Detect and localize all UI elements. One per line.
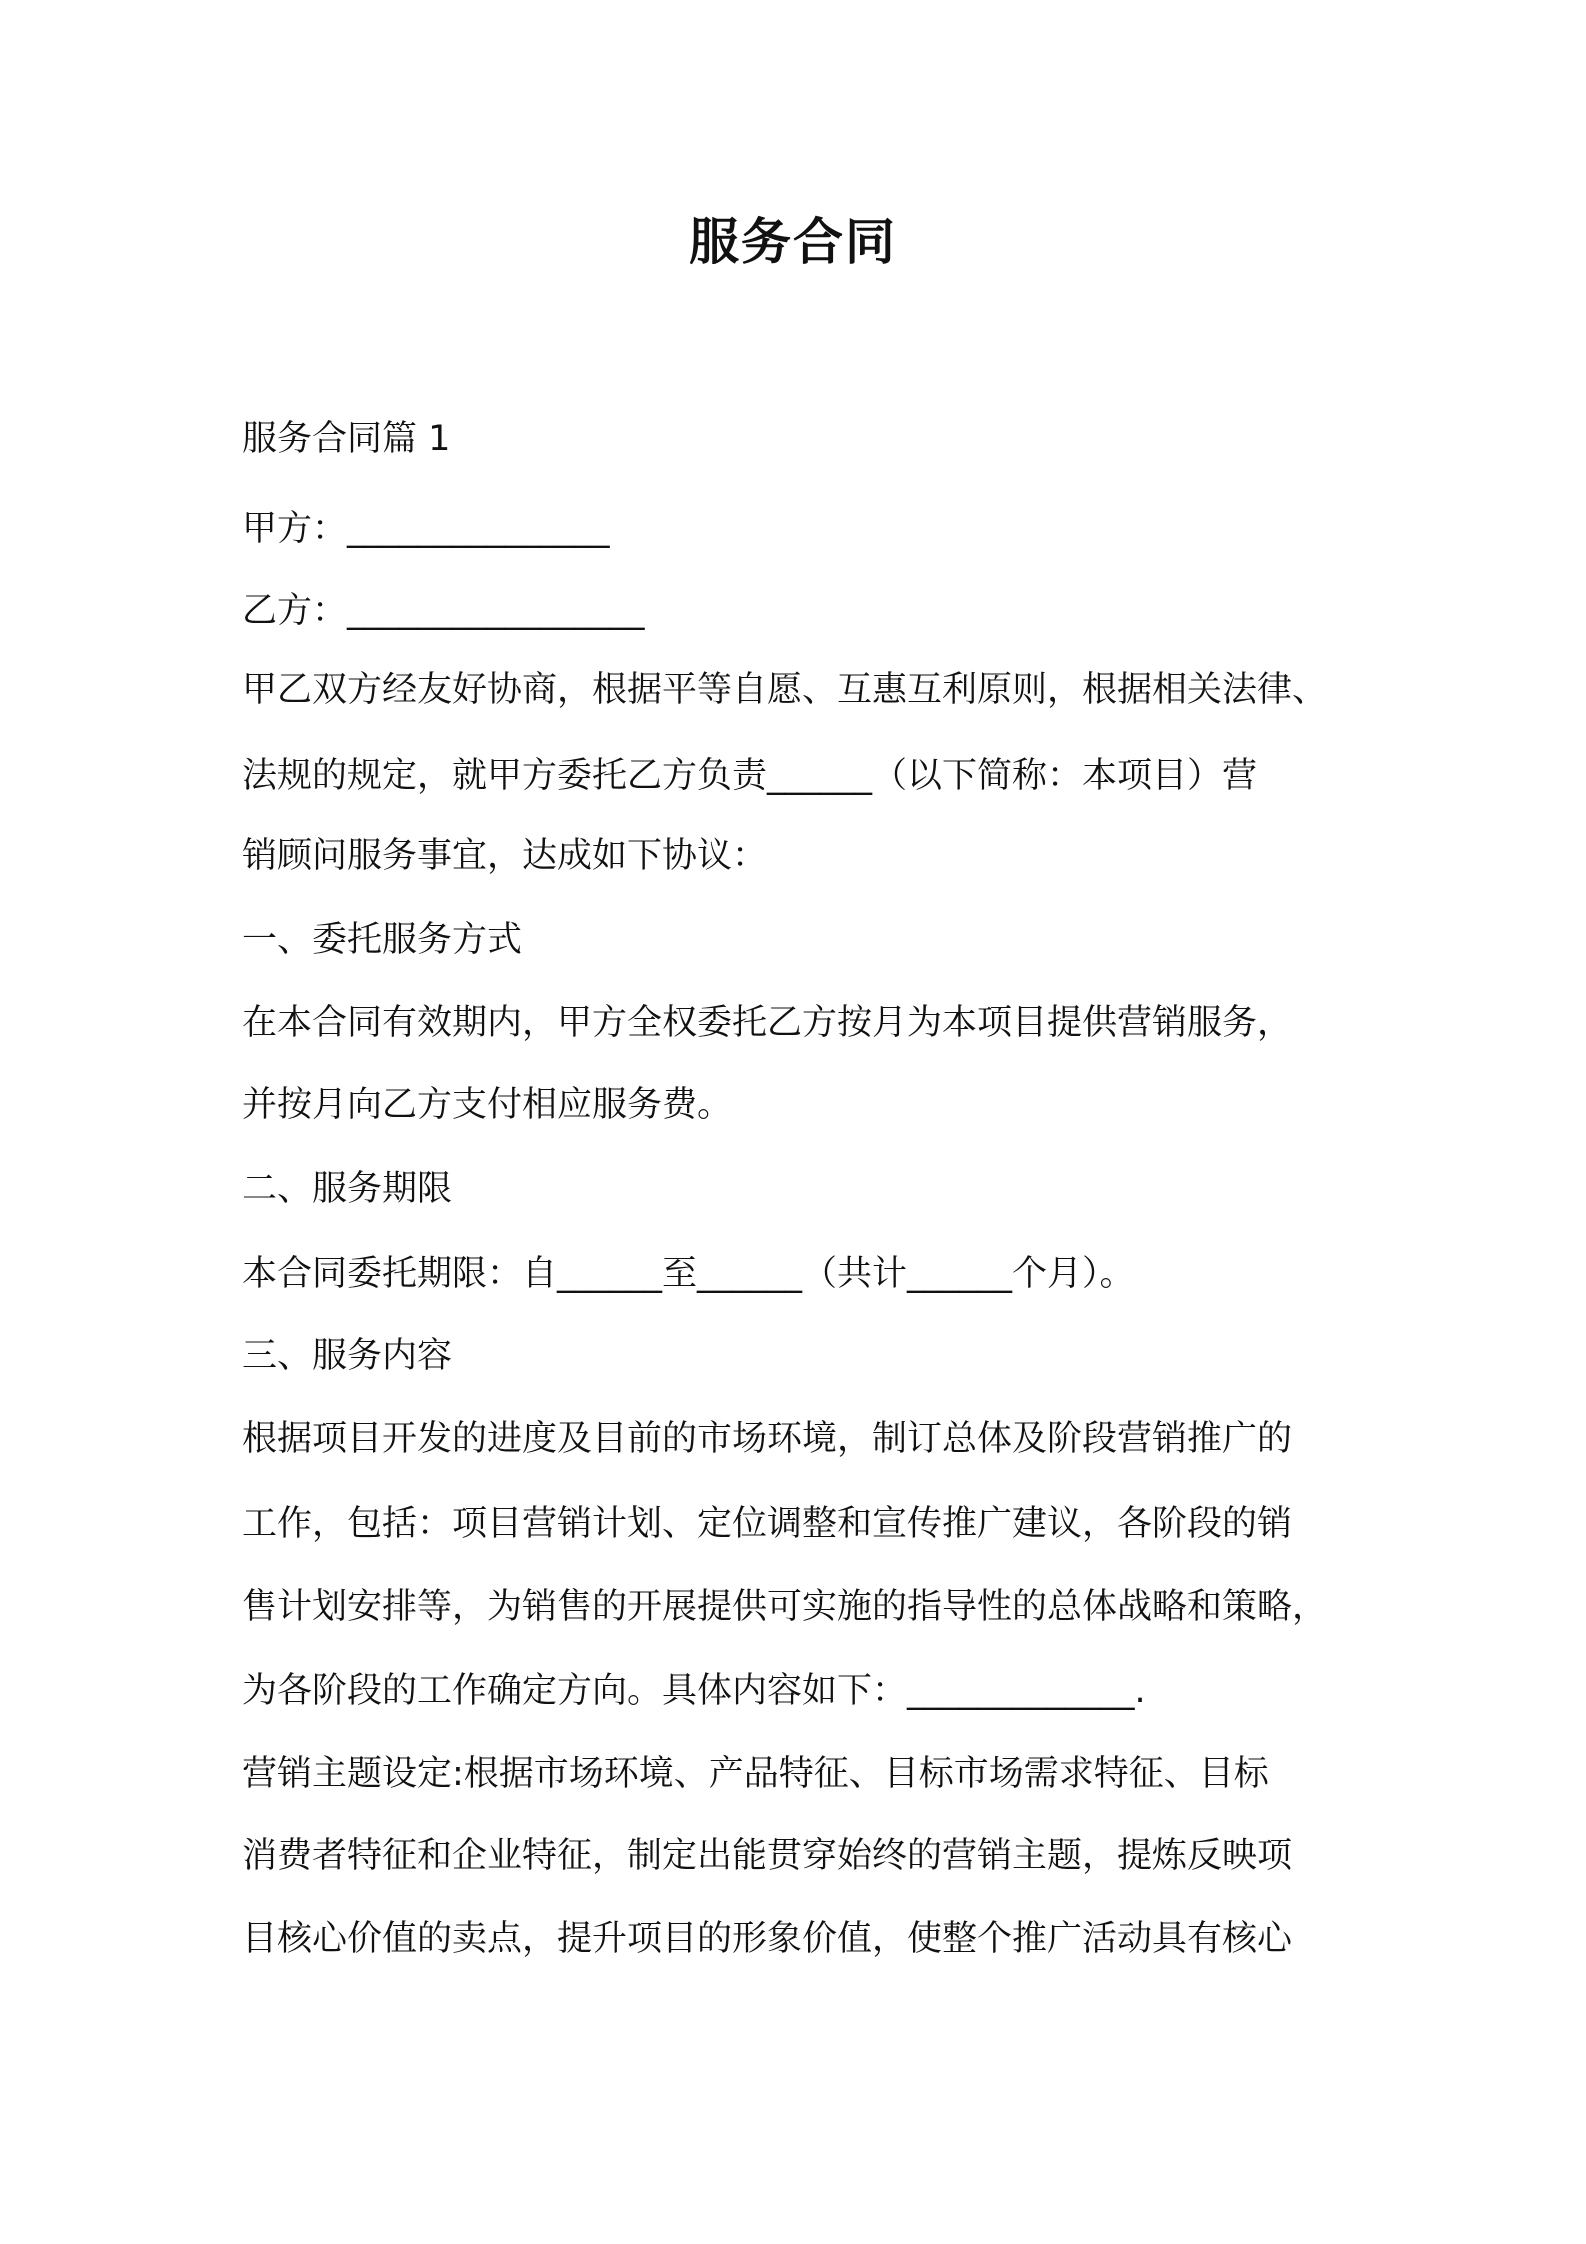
paragraph-line: 甲乙双方经友好协商，根据平等自愿、互惠互利原则，根据相关法律、: [242, 670, 1328, 710]
paragraph-line: 法规的规定，就甲方委托乙方负责______（以下简称：本项目）营: [242, 756, 1258, 796]
paragraph-line: 销顾问服务事宜，达成如下协议：: [242, 836, 768, 876]
clause-heading: 一、委托服务方式: [242, 920, 523, 960]
clause-heading: 三、服务内容: [242, 1336, 453, 1376]
paragraph-line: 售计划安排等，为销售的开展提供可实施的指导性的总体战略和策略，: [242, 1587, 1328, 1627]
paragraph-line: 目核心价值的卖点，提升项目的形象价值，使整个推广活动具有核心: [242, 1919, 1293, 1959]
clause-heading: 二、服务期限: [242, 1169, 453, 1209]
paragraph-line: 本合同委托期限：自______至______（共计______个月）。: [242, 1254, 1135, 1294]
paragraph-line: 并按月向乙方支付相应服务费。: [242, 1085, 733, 1125]
paragraph-line: 根据项目开发的进度及目前的市场环境，制订总体及阶段营销推广的: [242, 1419, 1293, 1459]
party-a-line: 甲方：_______________: [242, 509, 610, 549]
paragraph-line: 为各阶段的工作确定方向。具体内容如下：_____________.: [242, 1671, 1146, 1711]
party-b-line: 乙方：_________________: [242, 591, 645, 631]
paragraph-line: 消费者特征和企业特征，制定出能贯穿始终的营销主题，提炼反映项: [242, 1836, 1293, 1876]
paragraph-line: 工作，包括：项目营销计划、定位调整和宣传推广建议，各阶段的销: [242, 1504, 1293, 1544]
document-title: 服务合同: [689, 213, 897, 271]
section-heading: 服务合同篇 1: [242, 419, 451, 459]
paragraph-line: 在本合同有效期内，甲方全权委托乙方按月为本项目提供营销服务，: [242, 1003, 1293, 1043]
paragraph-line: 营销主题设定:根据市场环境、产品特征、目标市场需求特征、目标: [242, 1754, 1269, 1794]
